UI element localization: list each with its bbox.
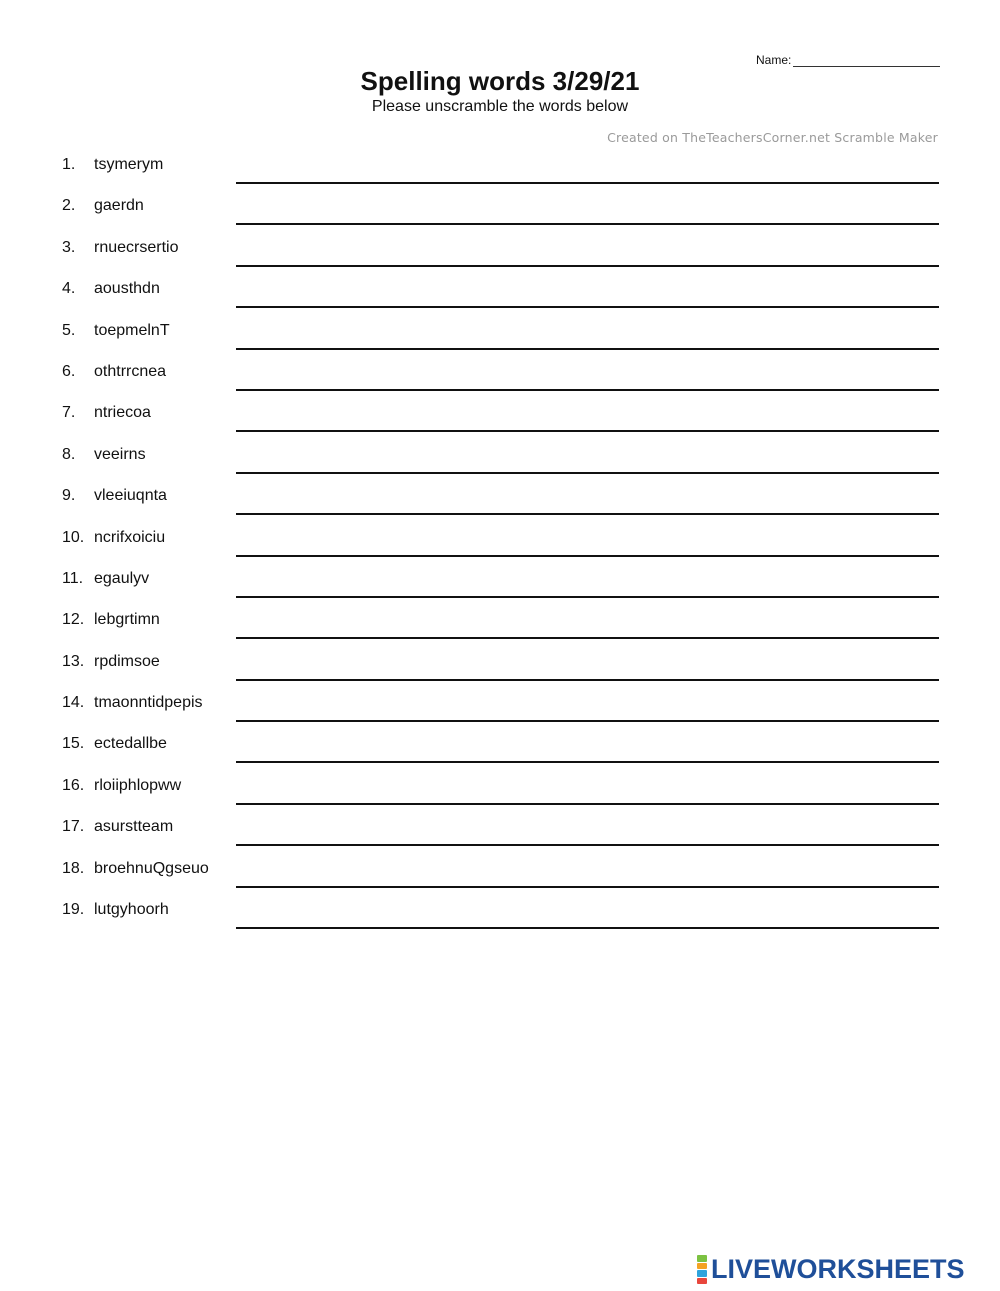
answer-line[interactable] [236, 844, 939, 846]
item-number: 15. [62, 735, 85, 753]
liveworksheets-logo [697, 1255, 965, 1284]
name-input-line[interactable] [793, 52, 940, 67]
item-number: 8. [62, 445, 76, 463]
answer-line[interactable] [236, 886, 939, 888]
item-number: 10. [62, 528, 85, 546]
item-number: 1. [62, 156, 76, 173]
scrambled-word: toepmelnT [94, 321, 170, 339]
list-item [0, 351, 1000, 392]
logo-square [697, 1255, 707, 1262]
liveworksheets-icon [697, 1255, 707, 1284]
answer-line[interactable] [236, 803, 939, 805]
list-item [0, 641, 1000, 682]
answer-line[interactable] [236, 555, 939, 557]
answer-line[interactable] [236, 927, 939, 929]
answer-line[interactable] [236, 637, 939, 639]
scrambled-word: rpdimsoe [94, 652, 160, 670]
credit-text: Created on TheTeachersCorner.net Scramble Maker [607, 130, 938, 145]
scrambled-word: egaulyv [94, 569, 150, 587]
scrambled-word: broehnuQgseuo [94, 859, 209, 877]
item-number: 7. [62, 404, 76, 422]
name-field[interactable] [756, 52, 940, 67]
list-item [0, 434, 1000, 475]
logo-square [697, 1263, 707, 1270]
answer-line[interactable] [236, 430, 939, 432]
answer-line[interactable] [236, 182, 939, 184]
item-number: 17. [62, 818, 85, 836]
answer-line[interactable] [236, 679, 939, 681]
scrambled-word: rloiiphlopww [94, 776, 182, 794]
list-item [0, 599, 1000, 640]
scrambled-word: aousthdn [94, 280, 160, 298]
list-item [0, 268, 1000, 309]
scrambled-word: ectedallbe [94, 735, 167, 753]
list-item [0, 806, 1000, 847]
list-item [0, 144, 1000, 185]
answer-line[interactable] [236, 596, 939, 598]
logo-square [697, 1270, 707, 1277]
list-item [0, 765, 1000, 806]
answer-line[interactable] [236, 761, 939, 763]
answer-line[interactable] [236, 306, 939, 308]
scrambled-word: rnuecrsertio [94, 238, 179, 256]
item-number: 11. [62, 569, 84, 587]
scrambled-word: veeirns [94, 445, 146, 463]
scrambled-word: gaerdn [94, 197, 144, 215]
item-number: 16. [62, 776, 85, 794]
list-item [0, 723, 1000, 764]
brand-text: LIVEWORKSHEETS [711, 1254, 965, 1284]
list-item [0, 682, 1000, 723]
list-item [0, 227, 1000, 268]
scrambled-word: othtrrcnea [94, 362, 167, 380]
list-item [0, 475, 1000, 516]
answer-line[interactable] [236, 472, 939, 474]
name-label: Name: [756, 53, 792, 67]
scrambled-word: tmaonntidpepis [94, 694, 203, 712]
list-item [0, 848, 1000, 889]
word-list [0, 144, 1000, 930]
item-number: 2. [62, 197, 76, 215]
scrambled-word: lutgyhoorh [94, 901, 169, 919]
item-number: 5. [62, 321, 76, 339]
worksheet-subtitle: Please unscramble the words below [371, 98, 629, 115]
answer-line[interactable] [236, 720, 939, 722]
item-number: 14. [62, 694, 85, 712]
item-number: 12. [62, 611, 85, 629]
list-item [0, 310, 1000, 351]
scrambled-word: ntriecoa [94, 404, 151, 422]
logo-square [697, 1278, 707, 1285]
item-number: 13. [62, 652, 85, 670]
item-number: 19. [62, 901, 85, 919]
answer-line[interactable] [236, 389, 939, 391]
answer-line[interactable] [236, 513, 939, 515]
item-number: 3. [62, 238, 76, 256]
item-number: 4. [62, 280, 76, 298]
list-item [0, 392, 1000, 433]
answer-line[interactable] [236, 348, 939, 350]
list-item [0, 517, 1000, 558]
scrambled-word: lebgrtimn [94, 611, 160, 629]
answer-line[interactable] [236, 223, 939, 225]
list-item [0, 185, 1000, 226]
answer-line[interactable] [236, 265, 939, 267]
scrambled-word: ncrifxoiciu [94, 528, 166, 546]
list-item [0, 889, 1000, 930]
item-number: 6. [62, 362, 76, 380]
scrambled-word: vleeiuqnta [94, 487, 167, 505]
item-number: 9. [62, 487, 76, 505]
scrambled-word: asurstteam [94, 818, 174, 836]
worksheet-title: Spelling words 3/29/21 [360, 66, 640, 96]
list-item [0, 558, 1000, 599]
scrambled-word: tsymerym [94, 156, 164, 173]
item-number: 18. [62, 859, 85, 877]
